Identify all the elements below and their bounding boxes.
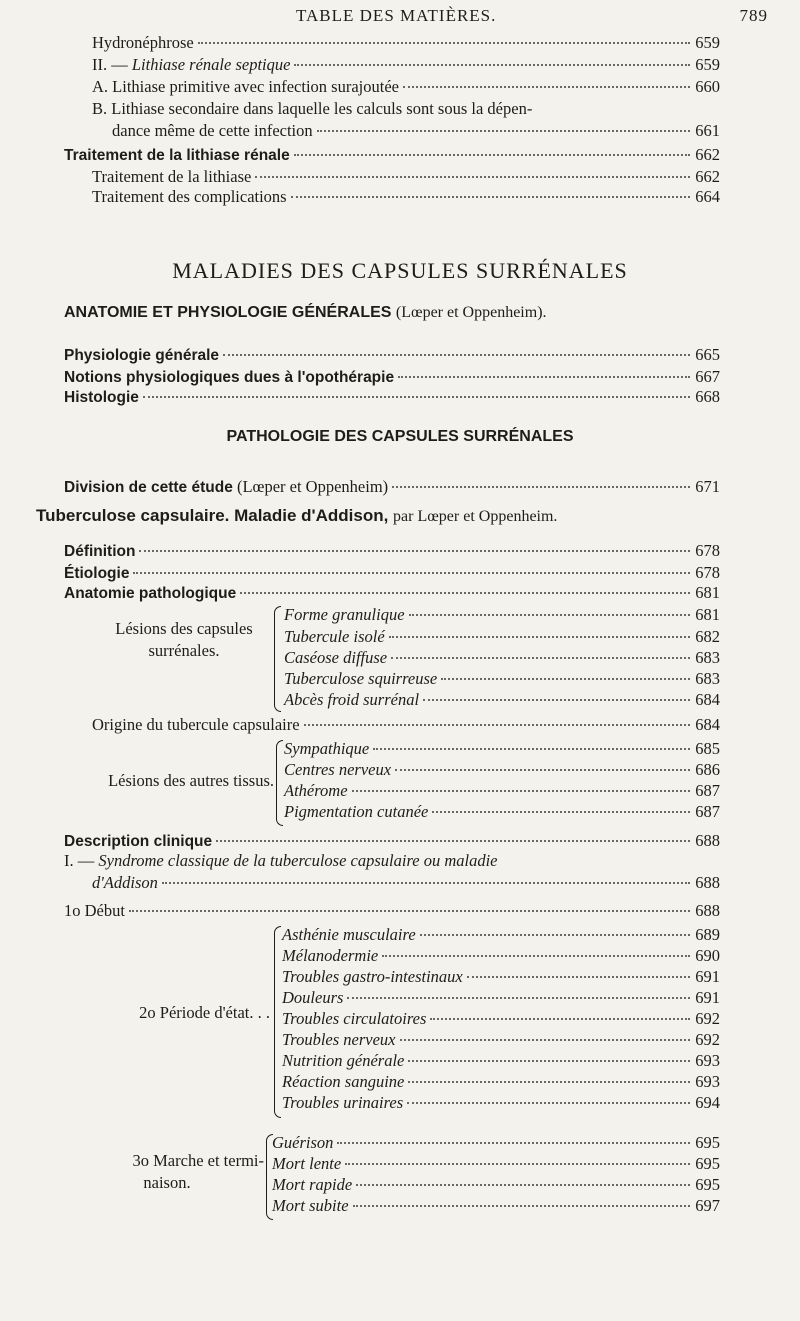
toc-entry: Mort subite 697 xyxy=(272,1196,720,1215)
dot-leader xyxy=(467,975,690,978)
dot-leader xyxy=(420,933,690,936)
group-label-lesions-capsules: Lésions des capsules surrénales. xyxy=(115,619,253,660)
group-label-marche: 3o Marche et termi- naison. xyxy=(132,1151,264,1192)
dot-leader xyxy=(129,909,690,912)
dot-leader xyxy=(400,1038,691,1041)
dot-leader xyxy=(392,485,690,488)
toc-entry: 1o Début 688 xyxy=(64,901,720,920)
group-label-lesions-autres: Lésions des autres tissus. xyxy=(108,771,274,790)
dot-leader xyxy=(304,723,690,726)
pathology-heading: PATHOLOGIE DES CAPSULES SURRÉNALES xyxy=(226,428,574,445)
dot-leader xyxy=(347,996,690,999)
toc-entry: Traitement des complications 664 xyxy=(92,187,720,206)
toc-entry: Mort lente 695 xyxy=(272,1154,720,1173)
dot-leader xyxy=(162,881,690,884)
dot-leader xyxy=(423,698,690,701)
toc-entry: Traitement de la lithiase 662 xyxy=(92,167,720,186)
dot-leader xyxy=(291,195,690,198)
toc-entry: Troubles nerveux 692 xyxy=(282,1030,720,1049)
toc-entry: Définition 678 xyxy=(64,541,720,560)
toc-entry: d'Addison 688 xyxy=(92,873,720,892)
toc-entry: A. Lithiase primitive avec infection surajoutée 660 xyxy=(92,77,720,96)
toc-entry: Troubles gastro-intestinaux 691 xyxy=(282,967,720,986)
toc-entry: Mélanodermie 690 xyxy=(282,946,720,965)
dot-leader xyxy=(133,571,690,574)
dot-leader xyxy=(255,175,690,178)
dot-leader xyxy=(353,1204,690,1207)
brace xyxy=(274,606,281,712)
toc-entry: Troubles urinaires 694 xyxy=(282,1093,720,1112)
toc-entry: Asthénie musculaire 689 xyxy=(282,925,720,944)
toc-entry: Traitement de la lithiase rénale 662 xyxy=(64,145,720,164)
toc-entry: Athérome 687 xyxy=(284,781,720,800)
dot-leader xyxy=(398,375,690,378)
toc-entry-line1: B. Lithiase secondaire dans laquelle les calculs sont sous la dépen- xyxy=(92,99,533,118)
dot-leader xyxy=(352,789,690,792)
dot-leader xyxy=(345,1162,690,1165)
toc-entry: Notions physiologiques dues à l'opothérapie 667 xyxy=(64,367,720,386)
dot-leader xyxy=(240,591,690,594)
dot-leader xyxy=(408,1059,690,1062)
brace xyxy=(276,740,283,826)
dot-leader xyxy=(198,41,690,44)
dot-leader xyxy=(356,1183,690,1186)
toc-entry: Origine du tubercule capsulaire 684 xyxy=(92,715,720,734)
syndrome-line1: I. — Syndrome classique de la tuberculose capsulaire ou maladie xyxy=(64,851,498,870)
section-title: MALADIES DES CAPSULES SURRÉNALES xyxy=(172,258,628,283)
toc-entry: Étiologie 678 xyxy=(64,563,720,582)
dot-leader xyxy=(337,1141,690,1144)
toc-entry: Division de cette étude (Lœper et Oppenheim) 671 xyxy=(64,477,720,496)
dot-leader xyxy=(430,1017,690,1020)
dot-leader xyxy=(408,1080,690,1083)
dot-leader xyxy=(223,353,690,356)
group-label-periode: 2o Période d'état. . . xyxy=(139,1003,270,1022)
header-page-number: 789 xyxy=(739,6,768,25)
toc-entry: Anatomie pathologique 681 xyxy=(64,583,720,602)
anatomy-heading: ANATOMIE ET PHYSIOLOGIE GÉNÉRALES (Lœper et Oppenheim). xyxy=(64,304,547,321)
dot-leader xyxy=(432,810,690,813)
toc-entry: dance même de cette infection 661 xyxy=(112,121,720,140)
tuberculose-heading: Tuberculose capsulaire. Maladie d'Addison, par Lœper et Oppenheim. xyxy=(36,506,558,525)
toc-entry: Guérison 695 xyxy=(272,1133,720,1152)
dot-leader xyxy=(143,395,690,398)
toc-entry: Abcès froid surrénal 684 xyxy=(284,690,720,709)
dot-leader xyxy=(139,549,690,552)
dot-leader xyxy=(391,656,690,659)
dot-leader xyxy=(389,635,690,638)
toc-entry: Mort rapide 695 xyxy=(272,1175,720,1194)
dot-leader xyxy=(382,954,690,957)
toc-entry: Hydronéphrose 659 xyxy=(92,33,720,52)
dot-leader xyxy=(317,129,690,132)
dot-leader xyxy=(407,1101,690,1104)
toc-entry: Tuberculose squirreuse 683 xyxy=(284,669,720,688)
dot-leader xyxy=(216,839,690,842)
dot-leader xyxy=(409,613,690,616)
toc-entry: Sympathique 685 xyxy=(284,739,720,758)
toc-entry: Description clinique 688 xyxy=(64,831,720,850)
toc-entry: II. — Lithiase rénale septique 659 xyxy=(92,55,720,74)
dot-leader xyxy=(373,747,690,750)
brace xyxy=(274,926,281,1118)
dot-leader xyxy=(294,153,690,156)
dot-leader xyxy=(294,63,690,66)
toc-entry: Physiologie générale 665 xyxy=(64,345,720,364)
toc-entry: Troubles circulatoires 692 xyxy=(282,1009,720,1028)
toc-entry: Tubercule isolé 682 xyxy=(284,627,720,646)
header-title: TABLE DES MATIÈRES. xyxy=(296,6,497,25)
toc-entry: Forme granulique 681 xyxy=(284,605,720,624)
toc-entry: Centres nerveux 686 xyxy=(284,760,720,779)
running-header xyxy=(0,6,800,30)
dot-leader xyxy=(395,768,690,771)
toc-entry: Pigmentation cutanée 687 xyxy=(284,802,720,821)
toc-entry: Réaction sanguine 693 xyxy=(282,1072,720,1091)
dot-leader xyxy=(403,85,690,88)
toc-entry: Douleurs 691 xyxy=(282,988,720,1007)
toc-entry: Caséose diffuse 683 xyxy=(284,648,720,667)
toc-entry: Histologie 668 xyxy=(64,387,720,406)
toc-entry: Nutrition générale 693 xyxy=(282,1051,720,1070)
dot-leader xyxy=(441,677,690,680)
